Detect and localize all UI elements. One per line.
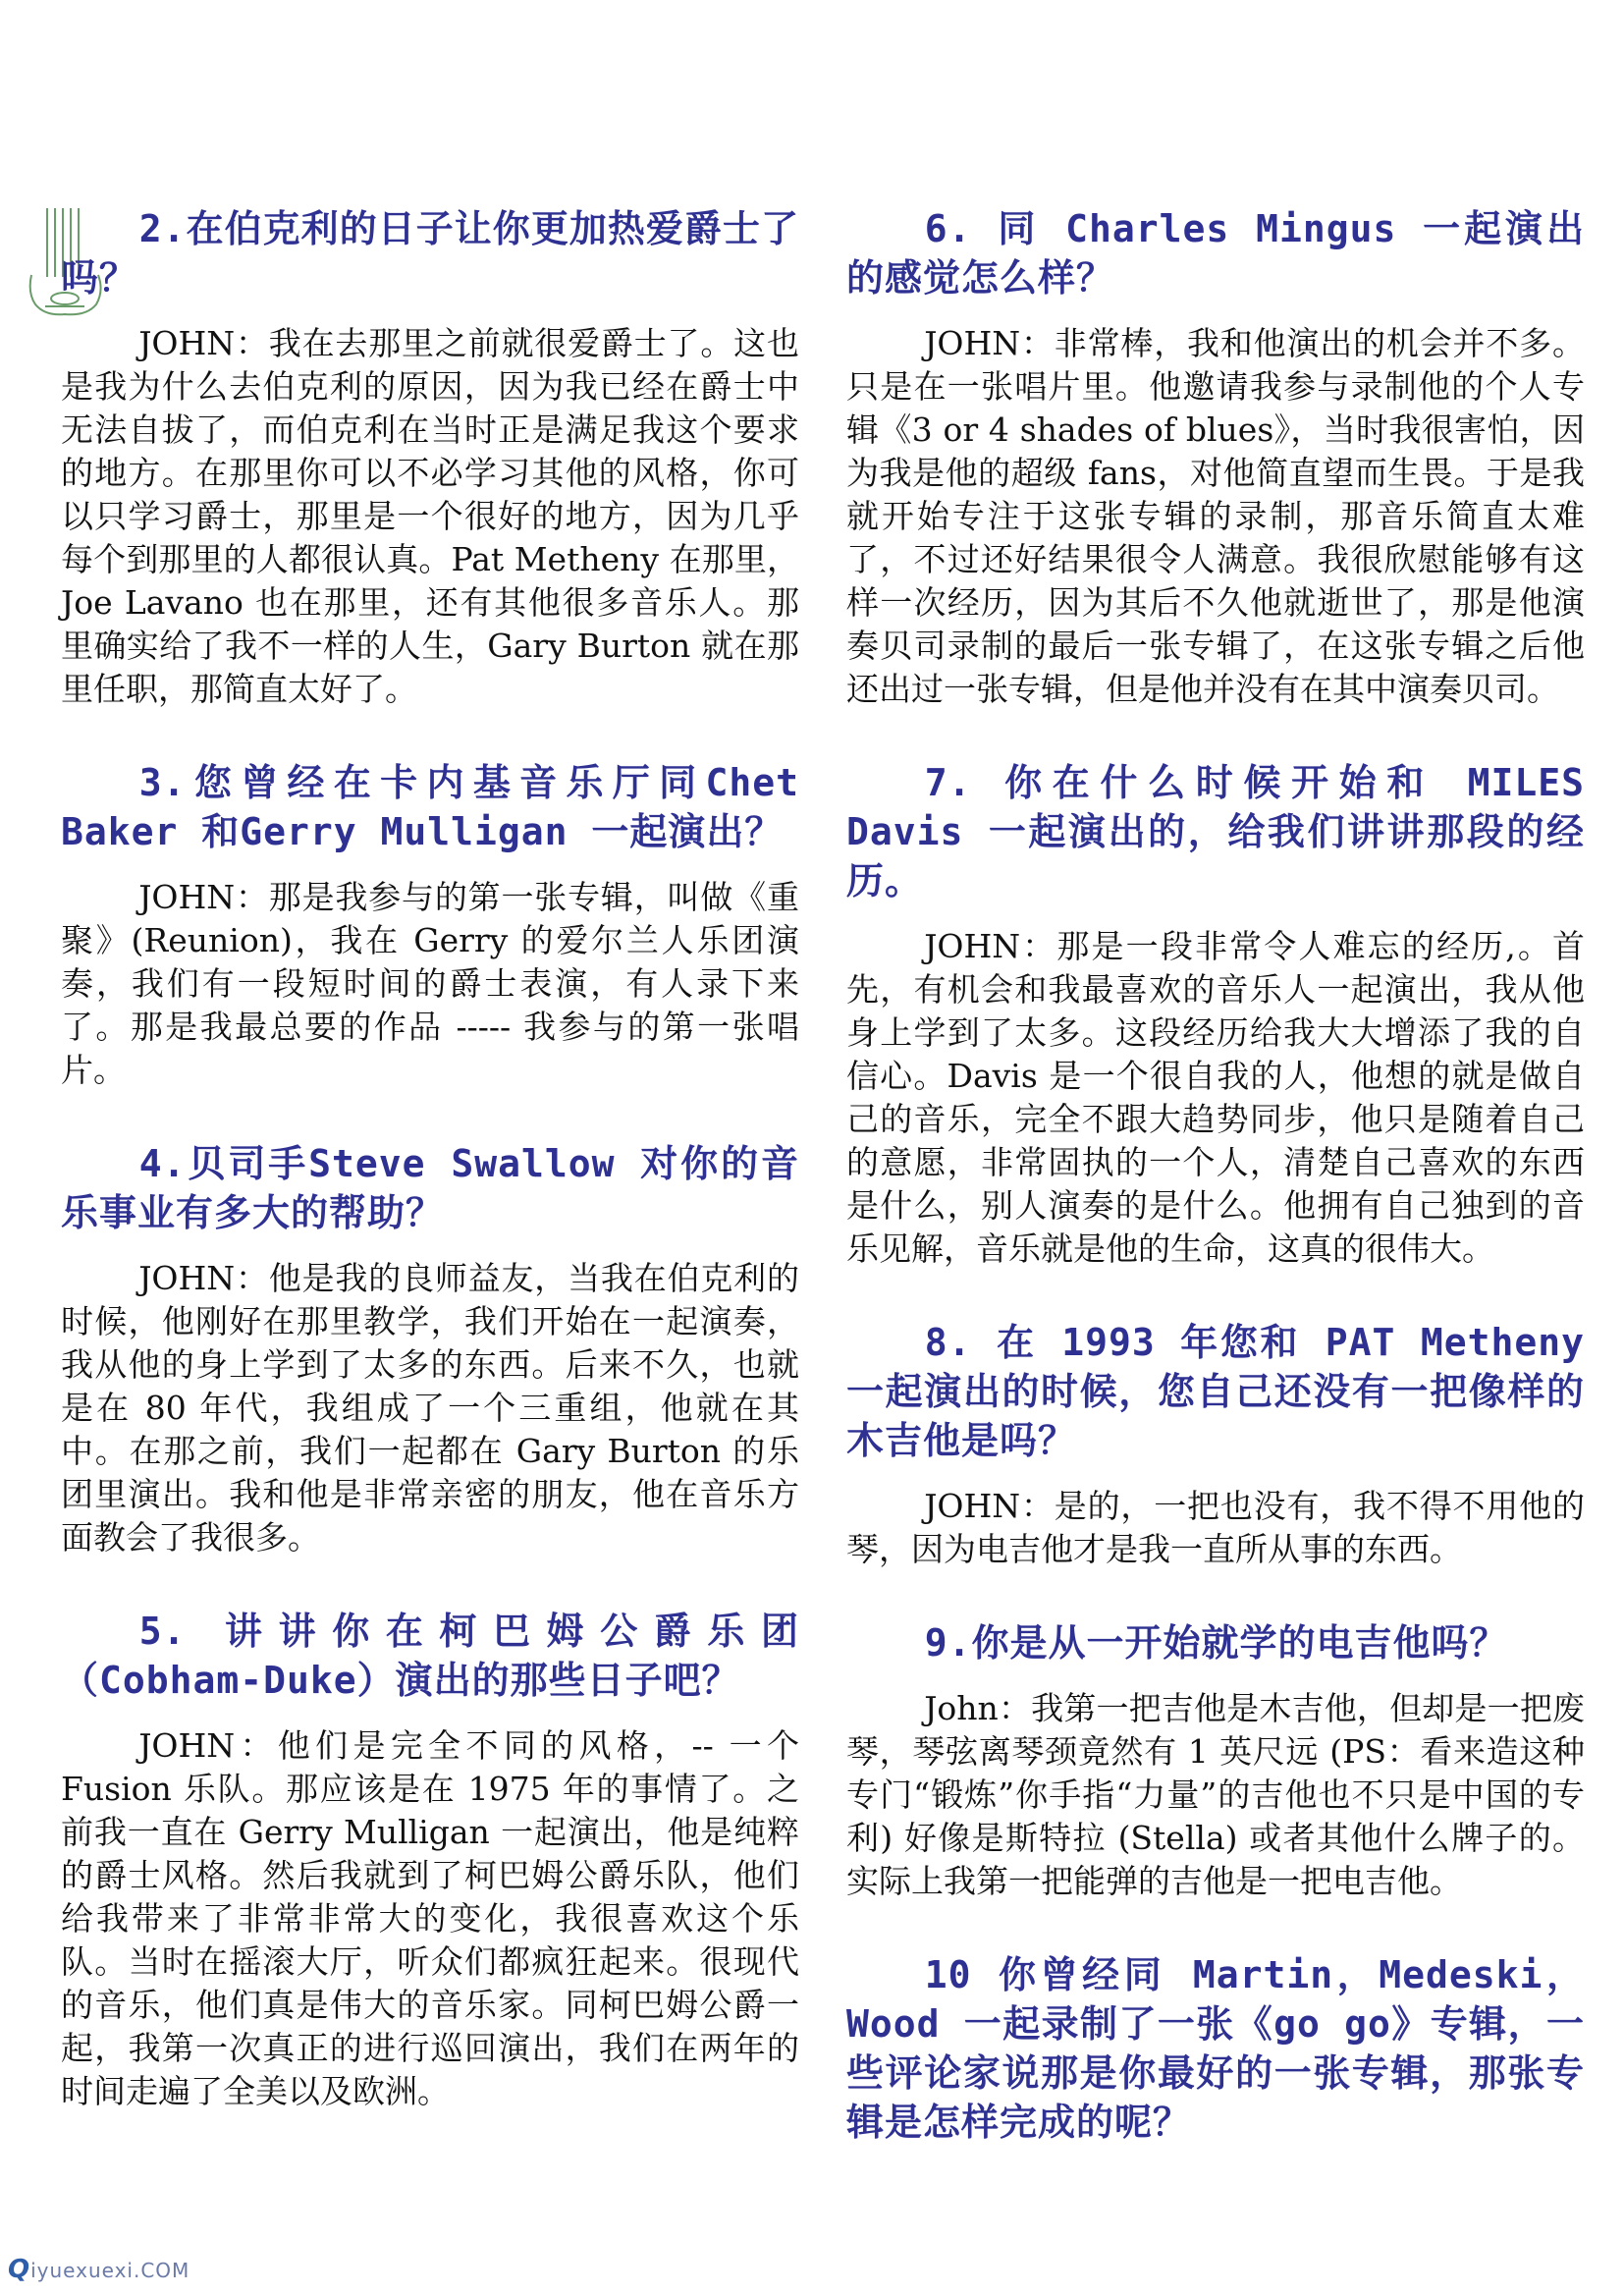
right-column <box>846 204 1585 2166</box>
question-2: 2.在伯克利的日子让你更加热爱爵士了吗？ <box>61 207 799 300</box>
question-3: 3.您曾经在卡内基音乐厅同Chet Baker 和Gerry Mulligan 一起演出？ <box>61 761 799 853</box>
question-4: 4.贝司手Steve Swallow 对你的音乐事业有多大的帮助？ <box>61 1142 799 1234</box>
answer-4: JOHN：他是我的良师益友，当我在伯克利的时候，他刚好在那里教学，我们开始在一起演奏，我从他的身上学到了太多的东西。后来不久，也就是在 80 年代，我组成了一个三重组，他就在其中。在那之前，我们一起都在 Gary Burton 的乐团里演出。我和他是非常亲密的朋友，他在音乐方面教会了我很多。 <box>61 1259 799 1557</box>
question-5: 5. 讲讲你在柯巴姆公爵乐团（Cobham-Duke）演出的那些日子吧？ <box>61 1610 799 1702</box>
question-6: 6. 同 Charles Mingus 一起演出的感觉怎么样？ <box>846 207 1585 300</box>
answer-3: JOHN：那是我参与的第一张专辑，叫做《重聚》(Reunion)，我在 Gerry 的爱尔兰人乐团演奏，我们有一段短时间的爵士表演，有人录下来了。那是我最总要的作品 ----- 我参与的第一张唱片。 <box>61 878 799 1089</box>
left-column <box>61 204 799 2160</box>
question-10: 10 你曾经同 Martin，Medeski，Wood 一起录制了一张《go go》专辑，一些评论家说那是你最好的一张专辑，那张专辑是怎样完成的呢？ <box>846 1953 1585 2144</box>
question-9: 9.你是从一开始就学的电吉他吗？ <box>924 1621 1508 1665</box>
answer-6: JOHN：非常棒，我和他演出的机会并不多。只是在一张唱片里。他邀请我参与录制他的个人专辑《3 or 4 shades of blues》，当时我很害怕，因为我是他的超级 fans，对他简直望而生畏。于是我就开始专注于这张专辑的录制，那音乐简直太难了，不过还好结果很令人满意。我很欣慰能够有这样一次经历，因为其后不久他就逝世了，那是他演奏贝司录制的最后一张专辑了，在这张专辑之后他还出过一张专辑，但是他并没有在其中演奏贝司。 <box>846 324 1585 708</box>
watermark-letter: Q <box>8 2255 31 2284</box>
watermark-text: iyuexuexi.COM <box>30 2259 190 2282</box>
answer-8: JOHN：是的，一把也没有，我不得不用他的琴，因为电吉他才是我一直所从事的东西。 <box>846 1487 1585 1568</box>
answer-2: JOHN：我在去那里之前就很爱爵士了。这也是我为什么去伯克利的原因，因为我已经在爵士中无法自拔了，而伯克利在当时正是满足我这个要求的地方。在那里你可以不必学习其他的风格，你可以只学习爵士，那里是一个很好的地方，因为几乎每个到那里的人都很认真。Pat Metheny 在那里，Joe Lavano 也在那里，还有其他很多音乐人。那里确实给了我不一样的人生，Gary Burton 就在那里任职，那简直太好了。 <box>61 324 799 708</box>
question-8: 8. 在 1993 年您和 PAT Metheny 一起演出的时候，您自己还没有一把像样的木吉他是吗？ <box>846 1321 1585 1462</box>
answer-9: John：我第一把吉他是木吉他，但却是一把废琴，琴弦离琴颈竟然有 1 英尺远 (PS：看来造这种专门“锻炼”你手指“力量”的吉他也不只是中国的专利) 好像是斯特拉 (Stella) 或者其他什么牌子的。实际上我第一把能弹的吉他是一把电吉他。 <box>846 1689 1585 1900</box>
watermark <box>8 2255 189 2284</box>
answer-7: JOHN：那是一段非常令人难忘的经历,。首先，有机会和我最喜欢的音乐人一起演出，我从他身上学到了太多。这段经历给我大大增添了我的自信心。Davis 是一个很自我的人，他想的就是做自己的音乐，完全不跟大趋势同步，他只是随着自己的意愿，非常固执的一个人，清楚自己喜欢的东西是什么，别人演奏的是什么。他拥有自己独到的音乐见解，音乐就是他的生命，这真的很伟大。 <box>846 927 1585 1268</box>
answer-5: JOHN：他们是完全不同的风格，-- 一个 Fusion 乐队。那应该是在 1975 年的事情了。之前我一直在 Gerry Mulligan 一起演出，他是纯粹的爵士风格。然后我就到了柯巴姆公爵乐队，他们给我带来了非常非常大的变化，我很喜欢这个乐队。当时在摇滚大厅，听众们都疯狂起来。很现代的音乐，他们真是伟大的音乐家。同柯巴姆公爵一起，我第一次真正的进行巡回演出，我们在两年的时间走遍了全美以及欧洲。 <box>61 1726 799 2110</box>
question-7: 7. 你在什么时候开始和 MILES Davis 一起演出的，给我们讲讲那段的经历。 <box>846 761 1585 902</box>
